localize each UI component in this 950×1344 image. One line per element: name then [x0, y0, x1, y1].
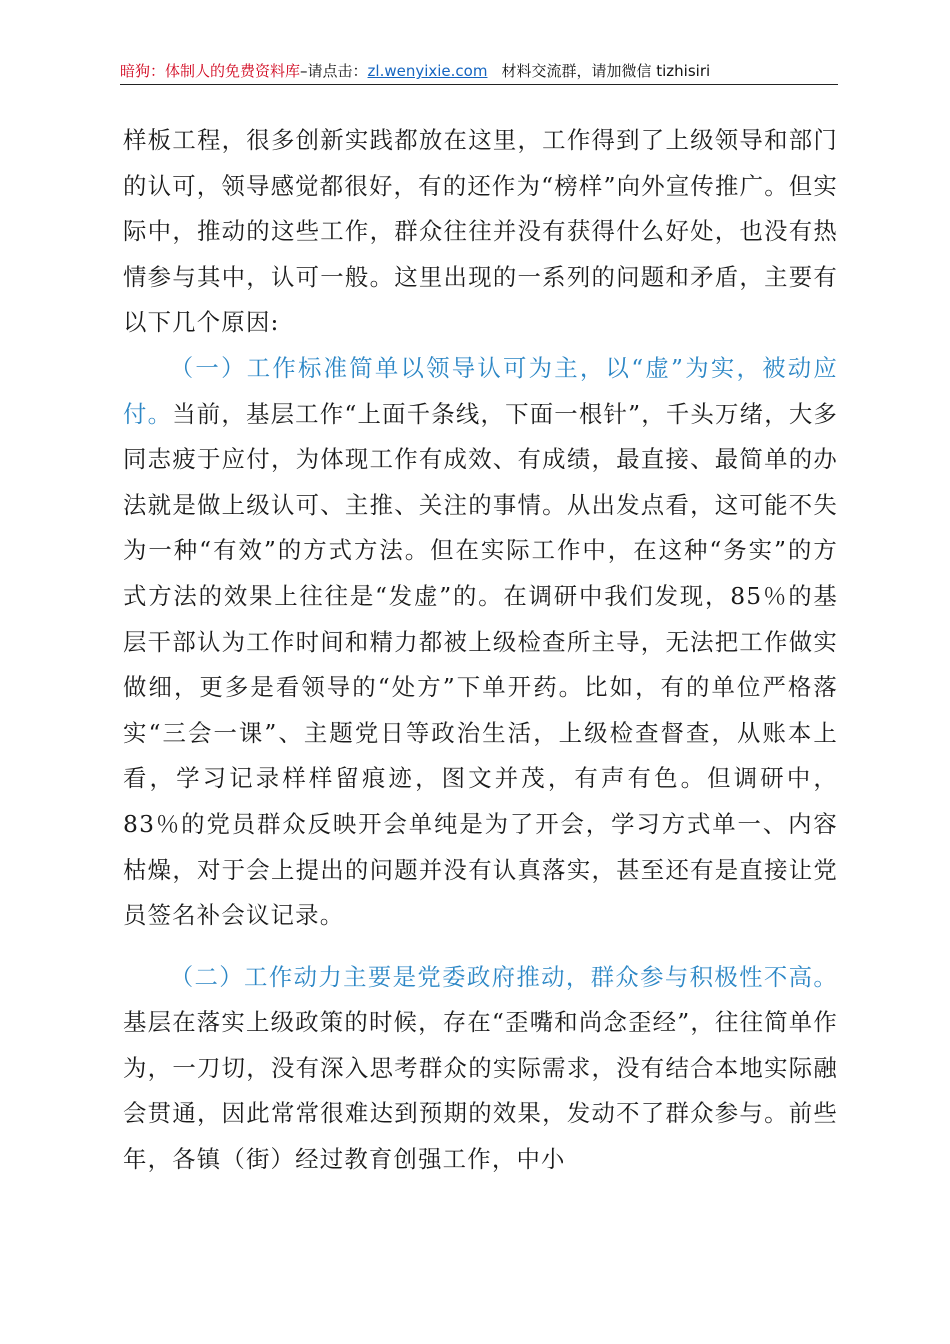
- paragraph-section-2: [123, 955, 838, 1183]
- section-1-body: 当前，基层工作“上面千条线，下面一根针”，千头万绪，大多同志疲于应付，为体现工作有成效、有成绩，最直接、最简单的办法就是做上级认可、主推、关注的事情。从出发点看，这可能不失为一种“有效”的方式方法。但在实际工作中，在这种“务实”的方式方法的效果上往往是“发虚”的。在调研中我们发现，85％的基层干部认为工作时间和精力都被上级检查所主导，无法把工作做实做细，更多是看领导的“处方”下单开药。比如，有的单位严格落实“三会一课”、主题党日等政治生活，上级检查督查，从账本上看，学习记录样样留痕迹，图文并茂，有声有色。但调研中，83％的党员群众反映开会单纯是为了开会，学习方式单一、内容枯燥，对于会上提出的问题并没有认真落实，甚至还有是直接让党员签名补会议记录。: [123, 399, 839, 930]
- header-link[interactable]: zl.wenyixie.com: [367, 62, 488, 80]
- section-2-heading: （二）工作动力主要是党委政府推动，群众参与积极性不高。: [169, 962, 838, 991]
- header-contact: 材料交流群，请加微信 tizhisiri: [501, 62, 711, 80]
- section-1-heading: （一）工作标准简单以领导认可为主，以“虚”为实，被动应付。: [123, 353, 838, 428]
- page-header: [120, 58, 838, 85]
- paragraph-intro: 样板工程，很多创新实践都放在这里，工作得到了上级领导和部门的认可，领导感觉都很好，有的还作为“榜样”向外宣传推广。但实际中，推动的这些工作，群众往往并没有获得什么好处，也没有热情参与其中，认可一般。这里出现的一系列的问题和矛盾，主要有以下几个原因:: [123, 126, 838, 337]
- document-body: [123, 118, 838, 1183]
- section-2-body: 基层在落实上级政策的时候，存在“歪嘴和尚念歪经”，往往简单作为，一刀切，没有深入思考群众的实际需求，没有结合本地实际融会贯通，因此常常很难达到预期的效果，发动不了群众参与。前些年，各镇（街）经过教育创强工作，中小: [123, 1008, 838, 1174]
- header-prompt: –请点击：: [300, 62, 368, 80]
- paragraph-section-1: [123, 346, 838, 939]
- header-brand: 暗狗：体制人的免费资料库: [120, 62, 301, 80]
